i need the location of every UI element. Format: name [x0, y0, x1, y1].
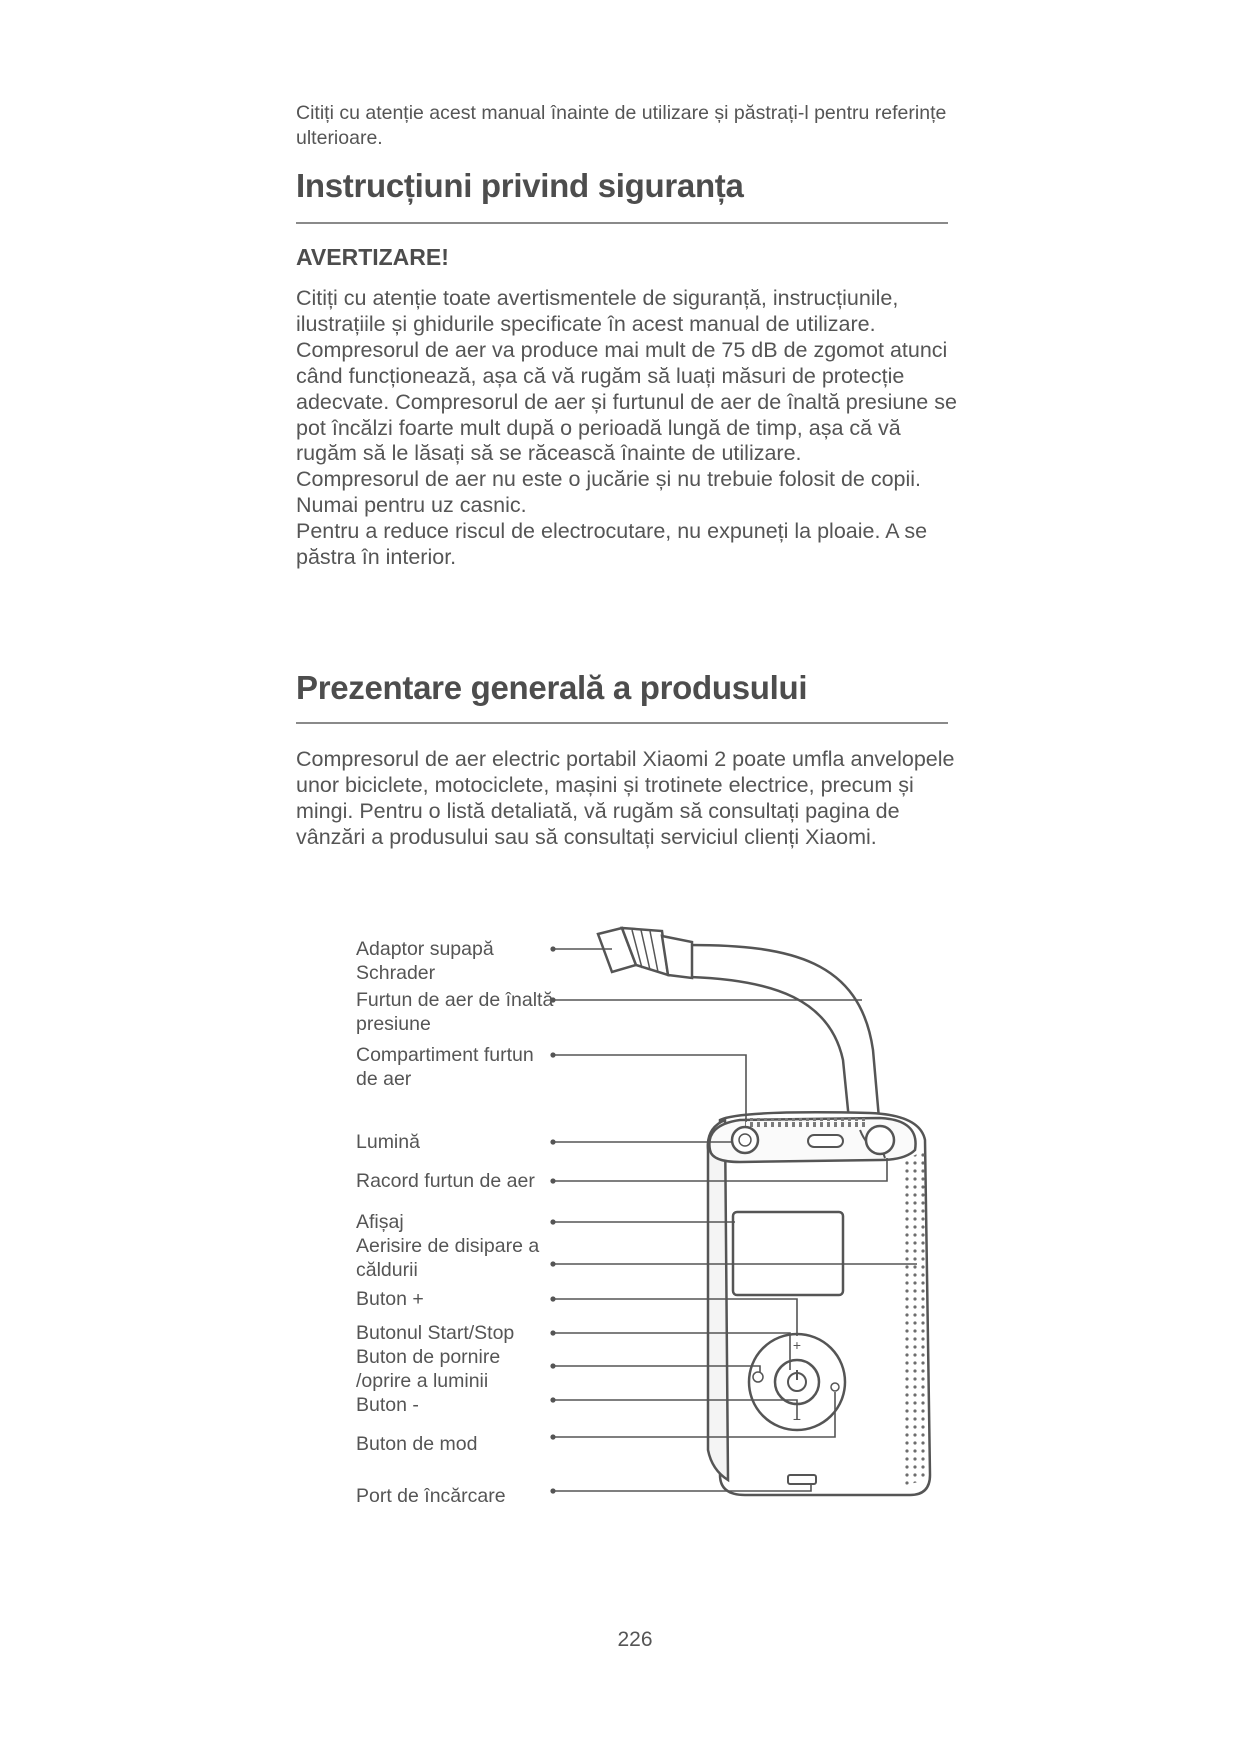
overview-paragraph: Compresorul de aer electric portabil Xiaomi 2 poate umfla anvelopele unor biciclete, motociclete, mașini și trotinete electrice, precum și mingi. Pentru o listă detaliată, vă rugăm să consultați pagina de vânzări a produsului sau să consultați serviciul clienți Xiaomi.	[296, 747, 955, 849]
label-heat-vent: Aerisire de disipare a căldurii	[356, 1235, 540, 1281]
safety-paragraph: Compresorul de aer va produce mai mult de 75 dB de zgomot atunci când funcționează, așa că vă rugăm să luați măsuri de protecție adecvate. Compresorul de aer și furtunul de aer de înaltă presiune se pot încălzi foarte mult după o perioadă lungă de timp, așa că vă rugăm să le lăsați să se răcească înainte de utilizare.	[296, 337, 957, 466]
label-light-button: Buton de pornire /oprire a luminii	[356, 1346, 501, 1392]
page-number: 226	[617, 1628, 653, 1651]
label-high-pressure-hose: Furtun de aer de înaltă presiune	[356, 989, 554, 1035]
overview-heading: Prezentare generală a produsului	[296, 669, 808, 706]
label-hose-compartment: Compartiment furtun de aer	[356, 1044, 534, 1090]
label-mode-button: Buton de mod	[356, 1433, 478, 1455]
label-plus-button: Buton +	[356, 1288, 424, 1310]
intro-text: Citiți cu atenție acest manual înainte de utilizare și păstrați-l pentru referințe ulterioare.	[296, 102, 947, 149]
plus-symbol: +	[792, 1337, 802, 1353]
schrader-adapter	[598, 928, 692, 978]
label-schrader-adapter: Adaptor supapă Schrader	[356, 938, 494, 984]
leader-compartment	[553, 1055, 746, 1122]
safety-heading: Instrucțiuni privind siguranța	[296, 167, 744, 204]
safety-paragraph: Compresorul de aer nu este o jucărie și nu trebuie folosit de copii.	[296, 467, 922, 492]
air-hose	[690, 945, 880, 1130]
label-start-stop-button: Butonul Start/Stop	[356, 1322, 515, 1344]
safety-paragraph: Citiți cu atenție toate avertismentele de siguranță, instrucțiunile, ilustrațiile și ghidurile specificate în acest manual de utilizare.	[296, 286, 899, 336]
minus-symbol: −	[792, 1411, 802, 1427]
label-light: Lumină	[356, 1131, 420, 1153]
label-hose-connector: Racord furtun de aer	[356, 1170, 535, 1192]
label-minus-button: Buton -	[356, 1394, 419, 1416]
display-screen	[733, 1212, 843, 1295]
safety-paragraph: Numai pentru uz casnic.	[296, 493, 527, 518]
label-charging-port: Port de încărcare	[356, 1485, 506, 1507]
safety-paragraph: Pentru a reduce riscul de electrocutare, nu expuneți la ploaie. A se păstra în interior.	[296, 519, 928, 570]
warning-title: AVERTIZARE!	[296, 244, 449, 270]
label-display: Afișaj	[356, 1211, 404, 1233]
